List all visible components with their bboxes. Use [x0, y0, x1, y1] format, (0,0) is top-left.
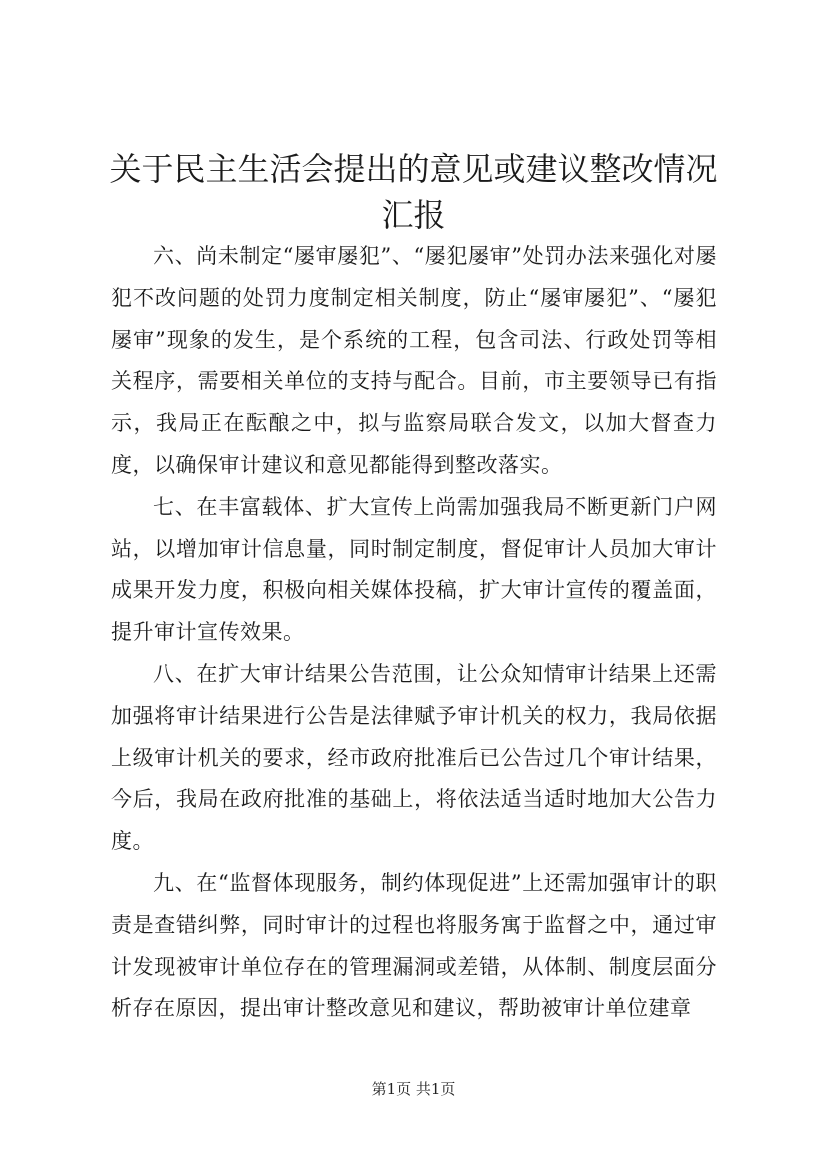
paragraph-6: 六、尚未制定“屡审屡犯”、“屡犯屡审”处罚办法来强化对屡犯不改问题的处罚力度制定相关制度，防止“屡审屡犯”、“屡犯屡审”现象的发生，是个系统的工程，包含司法、行政处罚等相关程序，需要相关单位的支持与配合。目前，市主要领导已有指示，我局正在酝酿之中，拟与监察局联合发文，以加大督查力度，以确保审计建议和意见都能得到整改落实。	[111, 244, 717, 477]
page-footer	[0, 1079, 827, 1099]
page-number: 第1页 共1页	[371, 1080, 456, 1098]
paragraph-8: 八、在扩大审计结果公告范围，让公众知情审计结果上还需加强将审计结果进行公告是法律赋予审计机关的权力，我局依据上级审计机关的要求，经市政府批准后已公告过几个审计结果，今后，我局在政府批准的基础上，将依法适当适时地加大公告力度。	[111, 661, 717, 854]
document-title: 关于民主生活会提出的意见或建议整改情况汇报	[109, 150, 718, 234]
document-body	[111, 236, 717, 1030]
paragraph-7: 七、在丰富载体、扩大宣传上尚需加强我局不断更新门户网站，以增加审计信息量，同时制定制度，督促审计人员加大审计成果开发力度，积极向相关媒体投稿，扩大审计宣传的覆盖面，提升审计宣传效果。	[111, 494, 717, 645]
paragraph-9: 九、在“监督体现服务，制约体现促进”上还需加强审计的职责是查错纠弊，同时审计的过程也将服务寓于监督之中，通过审计发现被审计单位存在的管理漏洞或差错，从体制、制度层面分析存在原因，提出审计整改意见和建议，帮助被审计单位建章	[111, 870, 717, 1021]
